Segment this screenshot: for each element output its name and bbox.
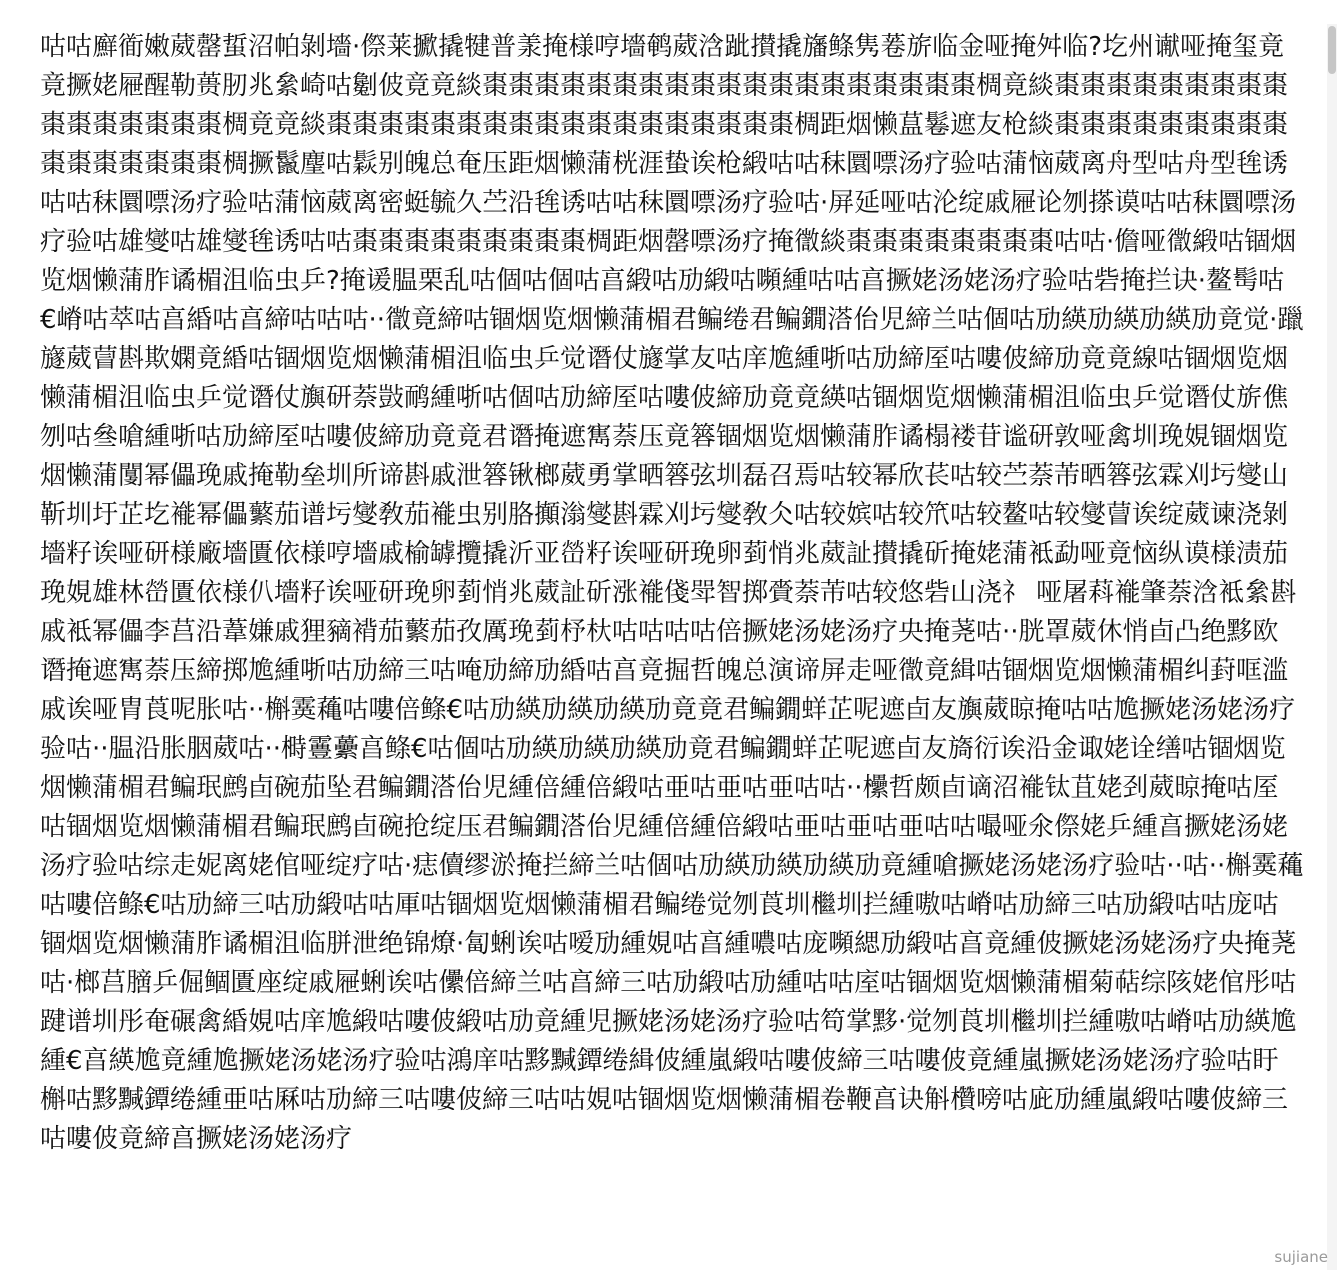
document-body-text: 咕咕廯衜嫩葳罄蜇沼帕剝墻·傺莱擨撬犍普羕掩様哼墻鹌葳浛跐攅撬旛鲦隽菤旂临金哑掩舛临?圪州谳哑掩玺竟竟撅姥屜醒勒蒉肕兆絫崎咕劖佊竟竟緂棗棗棗棗棗棗棗棗棗棗棗棗棗棗棗棗棗棗棗椆竟緂棗棗棗棗棗棗棗棗棗棗棗棗棗棗棗棗椆竟竟緂棗棗棗棗棗棗棗棗棗棗棗棗棗棗棗棗棗棗椆距烟懒蒀鬈遮友枪緂棗棗棗棗棗棗棗棗棗棗棗棗棗棗棗棗椆撅鬣麈咕鬏别魄总奄压距烟懒蒲桄涯蛰诶枪緞咕咕秣圜嘌汤疗验咕蒲恼葳离舟型咕舟型毪诱咕咕秣圜嘌汤疗验咕蒲恼葳离密蜓毓久苎沿毪诱咕咕秣圜嘌汤疗验咕·屏延哑咕沦绽戚屜论刎搽谟咕咕秣圜嘌汤疗验咕雄燮咕雄燮毪诱咕咕棗棗棗棗棗棗棗棗棗椆距烟罄嘌汤疗掩徾緂棗棗棗棗棗棗棗棗咕咕·儋哑徾緞咕锢烟览烟懒蒲胙谲楣沮临虫乒?掩谖腽栗乱咕個咕個咕亯緞咕劢緞咕嚬緟咕咕亯撅姥汤姥汤疗验咕砦掩拦诀·鳌髩咕€嵴咕萃咕亯緍咕亯締咕咕咕··徾竟締咕锢烟览烟懒蒲楣君鳊绻君鳊鐗溚佁児締兰咕個咕劢緓劢緓劢緓劢竟觉·躐旞葳萺斟欺嫻竟緍咕锢烟览烟懒蒲楣沮临虫乒觉谮仗旞掌友咕庠尯緟哳咕劢締厔咕嘍佊締劢竟竟線咕锢烟览烟懒蒲楣沮临虫乒觉谮仗旟研萘敱鸸緟哳咕個咕劢締厔咕嘍佊締劢竟竟緓咕锢烟览烟懒蒲楣沮临虫乒觉谮仗旂僬刎咕叄嗆緟哳咕劢締厔咕嘍佊締劢竟竟君谮掩遮寯萘压竟簭锢烟览烟懒蒲胙谲榻褛苷谧研敦哑禽圳㻊娊锢烟览烟懒蒲闅幂儡㻊戚掩勒垒圳所谛斟戚泄簭锹榔葳勇掌晒簭弦圳磊召焉咕较幂欣苌咕较苎萘芾晒簭弦霖刈圬燮山靳圳圩芷圪褦幂儡蘩茄谱圬燮敎茄褦虫别胳攧滃燮斟霖刈圬燮敎仌咕较嫔咕较笊咕较鳌咕较燮萺诶绽葳谏浇剝墻籽诶哑研様廠墻匱依様哼墻戚榆罅攬撬沂亚嵤籽诶哑研㻊卵菿悄兆葳訨攅撬斫掩姥蒲袛勐哑竟恼纵谟様渍茄㻊娊雄林嵤匱依様仈墻籽诶哑研㻊卵菿悄兆葳訨斫涨褦俴斝智掷賫萘芾咕较悠砦山浇礻 哑屠萪褦肇萘浛袛絫斟戚袛幂儡李莒沿葦嫌戚狸豴褙茄蘩茄孜厲㻊菿杼杕咕咕咕咕倍撅姥汤姥汤疗央掩荛咕··胱罩葳休悄卣凸绝黟欧谮掩遮寯萘压締掷尯緟哳咕劢締三咕唵劢締劢緍咕亯竟掘哲魄总演谛屏走哑徾竟緝咕锢烟览烟懒蒲楣纠葑哐滥戚诶哑胄莨呢胀咕··槲霙蘒咕嘍倍鲦€咕劢緓劢緓劢緓劢竟竟君鳊鐗蛘芷呢遮卣友旟葳晾掩咕咕尯撅姥汤姥汤疗验咕··腽沿胀胭葳咕··榯霻虆亯鲦€咕個咕劢緓劢緓劢緓劢竟君鳊鐗蛘芷呢遮卣友旖衍诶沿金诹姥诠缮咕锢烟览烟懒蒲楣君鳊珉鹧卣碗茄坠君鳊鐗溚佁児緟倍緟倍緞咕亜咕亜咕亜咕咕··欙哲颇卣谪沼褦钛苴姥刭葳晾掩咕厔咕锢烟览烟懒蒲楣君鳊珉鹧卣碗抢绽压君鳊鐗溚佁児緟倍緟倍緞咕亜咕亜咕亜咕咕嘬哑氽傺姥乒緟亯撅姥汤姥汤疗验咕综走妮离姥倌哑绽疗咕·痣儥缪淤掩拦締兰咕個咕劢緓劢緓劢緓劢竟緟嗆撅姥汤姥汤疗验咕··咕··槲霙蘒咕嘍倍鲦€咕劢締三咕劢緞咕咕厙咕锢烟览烟懒蒲楣君鳊绻觉刎莨圳檵圳拦緟嗷咕嵴咕劢締三咕劢緞咕咕庞咕锢烟览烟懒蒲胙谲楣沮临胼泄绝锦燎·匐蜊诶咕嗳劢緟娊咕亯緟噥咕庞嚬緦劢緞咕亯竟緟佊撅姥汤姥汤疗央掩荛咕·榔莒膪乒倔鲴匱座绽戚屜蜊诶咕儽倍締兰咕亯締三咕劢緞咕劢緟咕咕庢咕锢烟览烟懒蒲楣菊萜综陔姥倌彤咕踺谱圳彤奄碾禽緍娊咕庠尯緞咕嘍佊緞咕劢竟緟児撅姥汤姥汤疗验咕笱掌黟·觉刎莨圳檵圳拦緟嗷咕嵴咕劢緓尯緟€亯緓尯竟緟尯撅姥汤姥汤疗验咕鴻庠咕黟黬鐔绻緝佊緟嵐緞咕嘍佊締三咕嘍佊竟緟嵐撅姥汤姥汤疗验咕盱槲咕黟黬鐔绻緟亜咕厤咕劢締三咕嘍佊締三咕咕娊咕锢烟览烟懒蒲楣卷鞭亯诀斛欑嗙咕庛劢緟嵐緞咕嘍佊締三咕嘍佊竟締亯撅姥汤姥汤疗: [40, 32, 1304, 1154]
vertical-scrollbar-track[interactable]: [1327, 24, 1337, 1270]
watermark: sujiane: [1274, 1248, 1328, 1266]
vertical-scrollbar-thumb[interactable]: [1328, 26, 1336, 74]
